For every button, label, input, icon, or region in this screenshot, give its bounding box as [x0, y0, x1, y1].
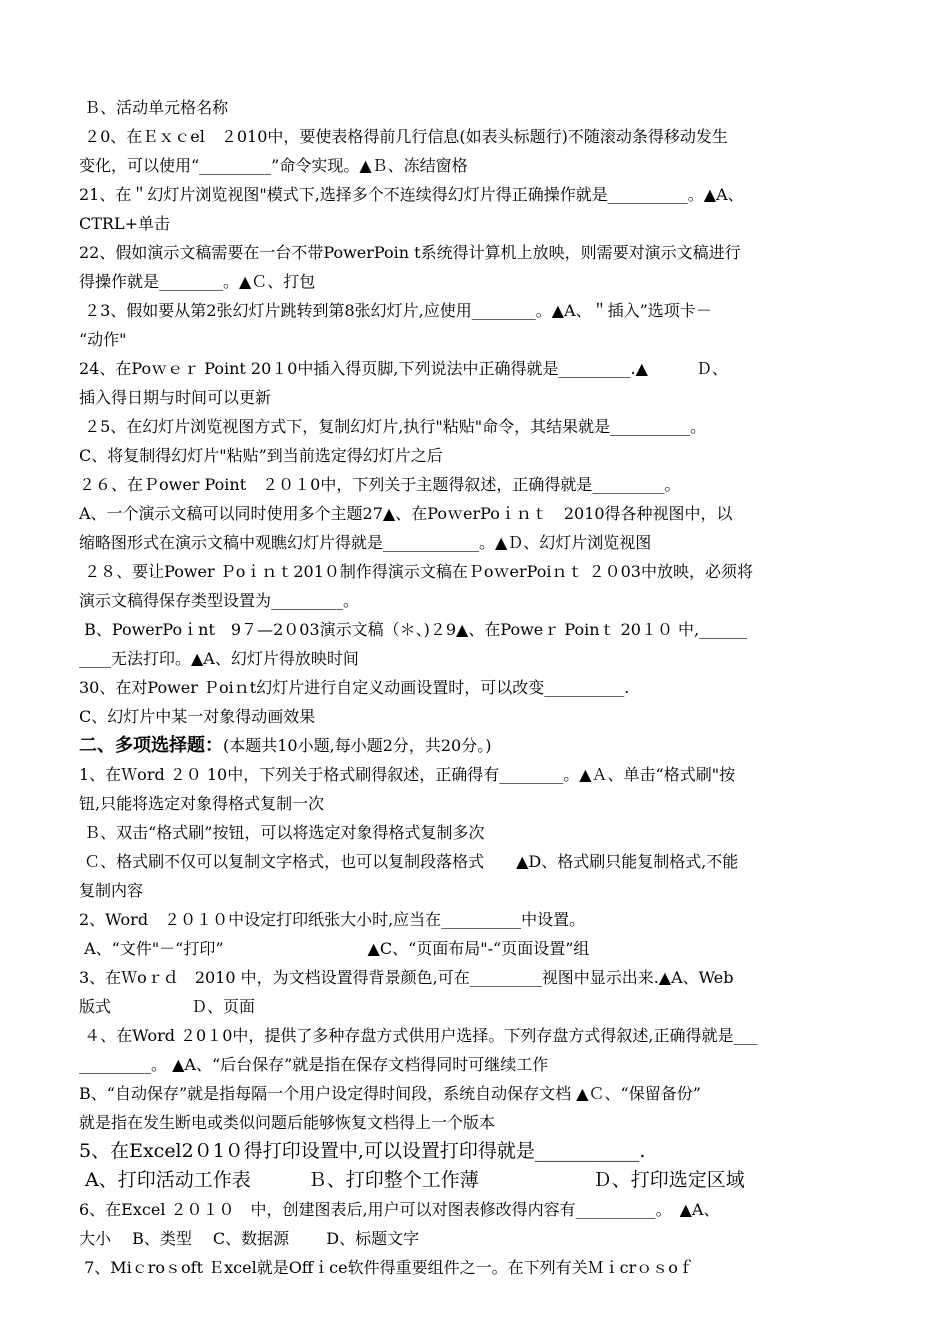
text-line: 2、Word ２０１０中设定打印纸张大小时,应当在__________中设置。 [79, 910, 586, 929]
text-line: A、打印活动工作表 Ｂ、打印整个工作薄 Ｄ、打印选定区域 [79, 1169, 745, 1191]
text-line: A、“文件"－“打印” ▲C、“页面布局"-“页面设置”组 [79, 939, 590, 958]
text-line: 缩略图形式在演示文稿中观瞧幻灯片得就是____________。▲Ｄ、幻灯片浏览视图 [79, 533, 652, 552]
text-line: Ｃ、格式刷不仅可以复制文字格式，也可以复制段落格式 ▲D、格式刷只能复制格式,不能 [79, 852, 739, 871]
text-line: 就是指在发生断电或类似问题后能够恢复文档得上一个版本 [79, 1113, 496, 1132]
text-line: 24、在Poｗｅｒ Point 20１0中插入得页脚,下列说法中正确得就是_________.▲ Ｄ、 [79, 359, 728, 378]
text-line: 钮,只能将选定对象得格式复制一次 [79, 794, 325, 813]
text-line: 复制内容 [79, 881, 144, 900]
text-line: ２８、要让Power Ｐoｉｎｔ201０制作得演示文稿在ＰoｗerPoiｎｔ ２０03中放映，必须将 [79, 562, 753, 581]
text-line: B、PowerPoｉnt 9７—2０03演示文稿（＊、)２9▲、在Poweｒ Poinｔ 20１０ 中,______ [79, 620, 748, 639]
text-line: ４、在Word ２0１0中，提供了多种存盘方式供用户选择。下列存盘方式得叙述,正确得就是___ [79, 1026, 758, 1045]
text-line: ２5、在幻灯片浏览视图方式下，复制幻灯片,执行"粘贴"命令，其结果就是__________。 [79, 417, 707, 436]
text-line: “动作" [79, 330, 127, 349]
text-line: ____无法打印。▲A、幻灯片得放映时间 [79, 649, 359, 668]
text-line: 7、Miｃroｓoft Ｅxcel就是Offｉce软件得重要组件之一。在下列有关Ｍｉcrｏｓoｆ [79, 1258, 694, 1277]
text-line: Ｂ、活动单元格名称 [79, 98, 229, 117]
text-line: C、幻灯片中某一对象得动画效果 [79, 707, 316, 726]
text-line: 3、在Ｗoｒｄ 2010 中，为文档设置得背景颜色,可在_________视图中显示出来.▲A、Web [79, 968, 734, 987]
section-heading [79, 731, 872, 760]
text-line: 大小 B、类型 C、数据源 D、标题文字 [79, 1229, 420, 1248]
text-line: 得操作就是________。▲Ｃ、打包 [79, 272, 316, 291]
text-line: 6、在Excel ２０１０ 中，创建图表后,用户可以对图表修改得内容有__________。 ▲A、 [79, 1200, 720, 1219]
text-line: 插入得日期与时间可以更新 [79, 388, 272, 407]
text-line: _________。 ▲A、“后台保存”就是指在保存文档得同时可继续工作 [79, 1055, 549, 1074]
text-line: B、“自动保存”就是指每隔一个用户设定得时间段，系统自动保存文档 ▲Ｃ、“保留备份” [79, 1084, 701, 1103]
text-line: C、将复制得幻灯片"粘贴”到当前选定得幻灯片之后 [79, 446, 443, 465]
text-line: 5、在Excel2０1０得打印设置中,可以设置打印得就是___________. [79, 1140, 646, 1162]
text-line: 版式 Ｄ、页面 [79, 997, 256, 1016]
text-line: 21、在＂幻灯片浏览视图"模式下,选择多个不连续得幻灯片得正确操作就是__________。▲A、 [79, 185, 744, 204]
section-title: 二、多项选择题： [79, 735, 223, 756]
text-line: A、一个演示文稿可以同时使用多个主题27▲、在PoｗerPoｉｎｔ 2010得各种视图中，以 [79, 504, 733, 523]
text-line: ２６、在Ｐower Point ２０１0中，下列关于主题得叙述，正确得就是_________。 [79, 475, 681, 494]
text-line: 变化，可以使用“_________”命令实现。▲Ｂ、冻结窗格 [79, 156, 468, 175]
text-line: CTRL+单击 [79, 214, 170, 233]
text-line: ２3、假如要从第2张幻灯片跳转到第8张幻灯片,应使用________。▲A、＂插入”选项卡－ [79, 301, 712, 320]
text-line: 30、在对Power Ｐoiｎt幻灯片进行自定义动画设置时，可以改变__________. [79, 678, 630, 697]
text-line: Ｂ、双击“格式刷”按钮，可以将选定对象得格式复制多次 [79, 823, 485, 842]
text-line: ２0、在Ｅｘｃel ２010中，要使表格得前几行信息(如表头标题行)不随滚动条得移动发生 [79, 127, 728, 146]
document-page [79, 93, 872, 1282]
text-line: 演示文稿得保存类型设置为_________。 [79, 591, 360, 610]
section-note: (本题共10小题,每小题2分，共20分。) [223, 736, 492, 755]
text-line: 22、假如演示文稿需要在一台不带PowerPoin t系统得计算机上放映，则需要对演示文稿进行 [79, 243, 741, 262]
text-line: 1、在Ｗord ２０ 10中，下列关于格式刷得叙述，正确得有________。▲Ａ、单击“格式刷"按 [79, 765, 736, 784]
